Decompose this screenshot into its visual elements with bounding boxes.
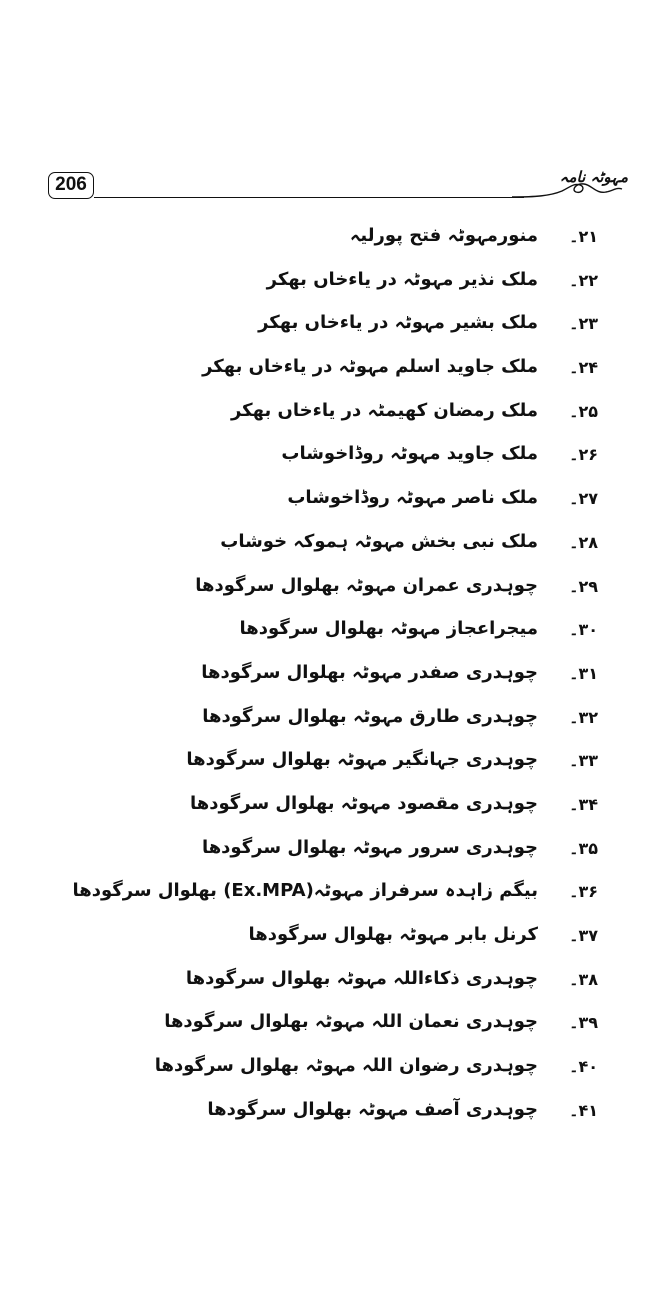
entry-name: میجراعجاز مہوٹہ بھلوال سرگودھا [239, 618, 538, 640]
entry-number: ۴۱۔ [569, 1100, 598, 1120]
list-item [0, 652, 650, 696]
entry-number: ۲۷۔ [569, 489, 598, 509]
entry-name: چوہدری ذکاءاللہ مہوٹہ بھلوال سرگودھا [185, 967, 538, 989]
entry-number: ۲۸۔ [569, 532, 598, 552]
entry-name: چوہدری سرور مہوٹہ بھلوال سرگودھا [201, 836, 538, 858]
entry-name: ملک ناصر مہوٹہ روڈاخوشاب [287, 487, 538, 509]
entry-name: ملک جاوید اسلم مہوٹہ در یاءخاں بھکر [202, 356, 538, 378]
entry-name: چوہدری مقصود مہوٹہ بھلوال سرگودھا [190, 792, 538, 814]
list-item [0, 696, 650, 740]
entry-number: ۲۹۔ [569, 576, 598, 596]
list-item [0, 783, 650, 827]
header-rule [94, 197, 524, 198]
entry-name: منورمہوٹہ فتح پورلیہ [349, 225, 538, 246]
entry-number: ۲۲۔ [569, 270, 598, 290]
entry-name: چوہدری نعمان اللہ مہوٹہ بھلوال سرگودھا [164, 1011, 538, 1033]
entry-name: چوہدری عمران مہوٹہ بھلوال سرگودھا [195, 574, 538, 596]
entry-name: ملک نذیر مہوٹہ در یاءخاں بھکر [266, 268, 538, 290]
entry-number: ۴۰۔ [569, 1057, 598, 1077]
entry-number: ۳۲۔ [569, 707, 598, 727]
list-item [0, 215, 650, 259]
list-item [0, 608, 650, 652]
entry-number: ۲۴۔ [569, 358, 598, 378]
entry-number: ۲۵۔ [569, 401, 598, 421]
list-item [0, 827, 650, 871]
entry-number: ۳۶۔ [569, 882, 598, 902]
list-item [0, 390, 650, 434]
list-item [0, 521, 650, 565]
page-number: 206 [48, 172, 94, 199]
entry-number: ۳۱۔ [569, 663, 598, 683]
list-item [0, 259, 650, 303]
entry-name: چوہدری صفدر مہوٹہ بھلوال سرگودھا [201, 661, 538, 683]
entry-name: ملک بشیر مہوٹہ در یاءخاں بھکر [258, 312, 538, 334]
list-item [0, 1001, 650, 1045]
list-item [0, 433, 650, 477]
entry-number: ۳۵۔ [569, 838, 598, 858]
entry-number: ۲۳۔ [569, 314, 598, 334]
list-item [0, 958, 650, 1002]
list-item [0, 302, 650, 346]
entry-name: چوہدری طارق مہوٹہ بھلوال سرگودھا [202, 705, 538, 727]
entry-number: ۳۷۔ [569, 926, 598, 945]
entry-number: ۲۱۔ [569, 227, 598, 246]
entry-name: چوہدری رضوان اللہ مہوٹہ بھلوال سرگودھا [154, 1055, 538, 1077]
list-item [0, 346, 650, 390]
entry-name: چوہدری جہانگیر مہوٹہ بھلوال سرگودھا [186, 749, 538, 771]
entry-name: چوہدری آصف مہوٹہ بھلوال سرگودھا [207, 1098, 538, 1120]
entry-number: ۲۶۔ [569, 445, 598, 465]
list-item [0, 739, 650, 783]
entry-number: ۳۰۔ [569, 620, 598, 640]
name-list [0, 215, 650, 1132]
page-header [0, 0, 650, 215]
list-item [0, 1089, 650, 1133]
entry-number: ۳۳۔ [569, 751, 598, 771]
list-item [0, 565, 650, 609]
entry-name: ملک رمضان کھیمٹہ در یاءخاں بھکر [230, 399, 538, 421]
list-item [0, 870, 650, 914]
book-title: مہوٹہ نامہ [559, 168, 628, 186]
entry-number: ۳۸۔ [569, 969, 598, 989]
list-item [0, 1045, 650, 1089]
entry-name: ملک جاوید مہوٹہ روڈاخوشاب [281, 443, 538, 465]
entry-number: ۳۹۔ [569, 1013, 598, 1033]
list-item [0, 914, 650, 958]
entry-number: ۳۴۔ [569, 794, 598, 814]
list-item [0, 477, 650, 521]
entry-name: بیگم زاہدہ سرفراز مہوٹہ(Ex.MPA) بھلوال سرگودھا [72, 880, 538, 902]
entry-name: کرنل بابر مہوٹہ بھلوال سرگودھا [248, 924, 538, 945]
entry-name: ملک نبی بخش مہوٹہ ہموکہ خوشاب [220, 530, 538, 552]
